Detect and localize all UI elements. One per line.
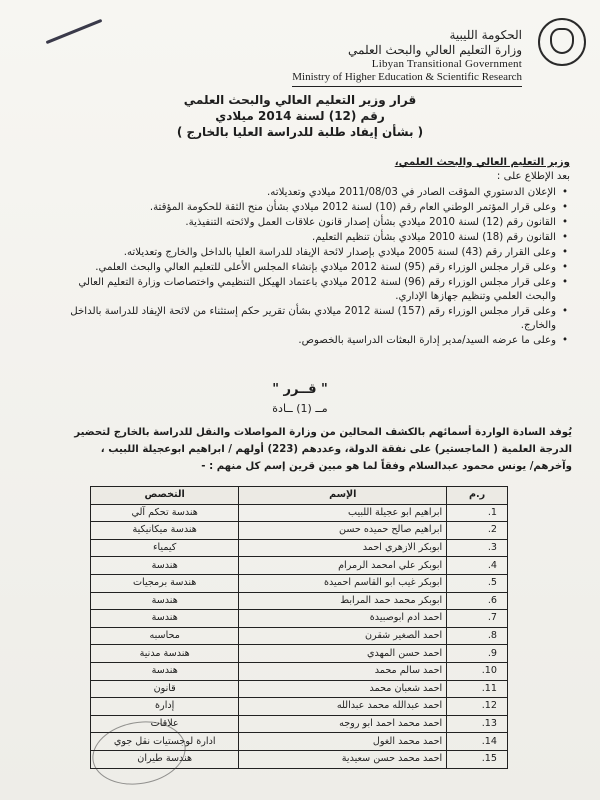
ministry-name-ar: وزارة التعليم العالي والبحث العلمي [348,43,522,57]
specialization: هندسة [91,610,239,628]
student-name: احمد الصغير شقرن [239,627,447,645]
table-row [91,592,508,610]
table-row [91,522,508,540]
article-number: مــ (1) ــادة [272,402,328,415]
specialization: هندسة طيران [91,750,239,768]
clause-item: • وعلى قرار المؤتمر الوطني العام رقم (10) لسنة 2012 ميلادي بشأن منح الثقة للحكومة المؤقتة. [52,201,556,215]
row-number: 6. [447,592,508,610]
specialization: هندسة تحكم آلي [91,504,239,522]
specialization: هندسة [91,592,239,610]
ministry-name-en: Ministry of Higher Education & Scientific Research [292,71,522,87]
clause-item: • وعلى قرار مجلس الوزراء رقم (157) لسنة 2012 ميلادي بشأن تقرير حكم إستثناء من لائحة الإيفاد للدراسة بالداخل والخارج. [52,305,556,333]
student-name: احمد محمد الغول [239,733,447,751]
row-number: 15. [447,750,508,768]
header-english [292,58,522,87]
row-number: 12. [447,698,508,716]
student-name: احمد شعبان محمد [239,680,447,698]
clause-item: • القانون رقم (12) لسنة 2010 ميلادي بشأن إصدار قانون علاقات العمل ولائحته التنفيذية. [52,216,556,230]
header-arabic [348,28,522,58]
table-row [91,574,508,592]
row-number: 4. [447,557,508,575]
clause-item: • وعلى قرار مجلس الوزراء رقم (96) لسنة 2012 ميلادي باعتماد الهيكل التنظيمي واختصاصات وزارة التعليم العالي والبحث العلمي وتنظيم جهازها الإداري. [52,276,556,304]
specialization: هندسة ميكانيكية [91,522,239,540]
column-header-number: ر.م [447,487,508,505]
preamble [52,156,570,349]
student-name: ابراهيم ابو عجيلة اللبيب [239,504,447,522]
pen-mark [46,19,103,44]
decree-title-line1: قرار وزير التعليم العالي والبحث العلمي [183,93,417,107]
specialization: ادارة لوجستيات نقل جوي [91,733,239,751]
clause-item: • الإعلان الدستوري المؤقت الصادر في 2011/08/03 ميلادي وتعديلاته. [52,186,556,200]
decree-number: رقم (12) لسنة 2014 ميلادي [215,109,385,123]
student-name: احمد سالم محمد [239,662,447,680]
table-row [91,627,508,645]
student-name: ابوبكر الازهري احمد [239,539,447,557]
specialization: هندسة [91,662,239,680]
clause-list [52,186,570,348]
table-row [91,557,508,575]
specialization: محاسبه [91,627,239,645]
specialization: هندسة مدنية [91,645,239,663]
student-name: ابوبكر محمد حمد المرابط [239,592,447,610]
table-row [91,610,508,628]
specialization: هندسة برمجيات [91,574,239,592]
row-number: 14. [447,733,508,751]
specialization: إدارة [91,698,239,716]
row-number: 2. [447,522,508,540]
table-row [91,698,508,716]
government-emblem-icon [538,18,586,66]
decision-heading: " قــرر " [272,382,328,397]
student-name: ابراهيم صالح حميده حسن [239,522,447,540]
decree-title [150,92,450,140]
table-row [91,680,508,698]
decree-subject: ( بشأن إيفاد طلبة للدراسة العليا بالخارج ) [176,125,424,139]
table-header-row [91,487,508,505]
table-row [91,504,508,522]
specialization: علاقات [91,715,239,733]
clause-item: • وعلى القرار رقم (43) لسنة 2005 ميلادي بإصدار لائحة الإيفاد للدراسة العليا بالداخل والخارج وتعديلاته. [52,246,556,260]
row-number: 3. [447,539,508,557]
student-name: احمد حسن المهدي [239,645,447,663]
specialization: قانون [91,680,239,698]
preamble-intro: بعد الإطلاع على : [496,171,570,182]
student-name: احمد عبدالله محمد عبدالله [239,698,447,716]
preamble-heading: وزير التعليم العالي والبحث العلمي، [394,157,570,168]
student-name: ابوبكر علي امحمد الرمرام [239,557,447,575]
specialization: كيمياء [91,539,239,557]
student-name: ابوبكر غيب ابو القاسم احميدة [239,574,447,592]
specialization: هندسة [91,557,239,575]
row-number: 9. [447,645,508,663]
column-header-specialization: التخصص [91,487,239,505]
government-name-ar: الحكومة الليبية [449,28,522,42]
table-row [91,539,508,557]
government-name-en: Libyan Transitional Government [371,58,522,70]
student-name: احمد محمد احمد ابو روجه [239,715,447,733]
clause-item: • وعلى ما عرضه السيد/مدير إدارة البعثات الدراسية بالخصوص. [52,334,556,348]
row-number: 11. [447,680,508,698]
article-text: يُوفد السادة الواردة أسمائهم بالكشف المحالين من وزارة المواصلات والنقل للدراسة بالخارج لتحضير الدرجة العلمية ( الماجستير) على نفقة الدولة، وعددهم (223) أولهم / ابراهيم ابوعجيلة اللبيب ، وآخرهم/ يونس محمود عبدالسلام وفقاً لما هو مبين قرين إسم كل منهم : - [74,427,572,472]
student-name: احمد محمد حسن سعيدية [239,750,447,768]
row-number: 7. [447,610,508,628]
clause-item: • القانون رقم (18) لسنة 2010 ميلادي بشأن تنظيم التعليم. [52,231,556,245]
row-number: 1. [447,504,508,522]
student-name: احمد ادم ابوصبيدة [239,610,447,628]
row-number: 13. [447,715,508,733]
table-row [91,645,508,663]
clause-item: • وعلى قرار مجلس الوزراء رقم (95) لسنة 2012 ميلادي بإنشاء المجلس الأعلى للتعليم العالي والبحث العلمي. [52,261,556,275]
row-number: 5. [447,574,508,592]
row-number: 10. [447,662,508,680]
table-row [91,662,508,680]
column-header-name: الإسم [239,487,447,505]
row-number: 8. [447,627,508,645]
